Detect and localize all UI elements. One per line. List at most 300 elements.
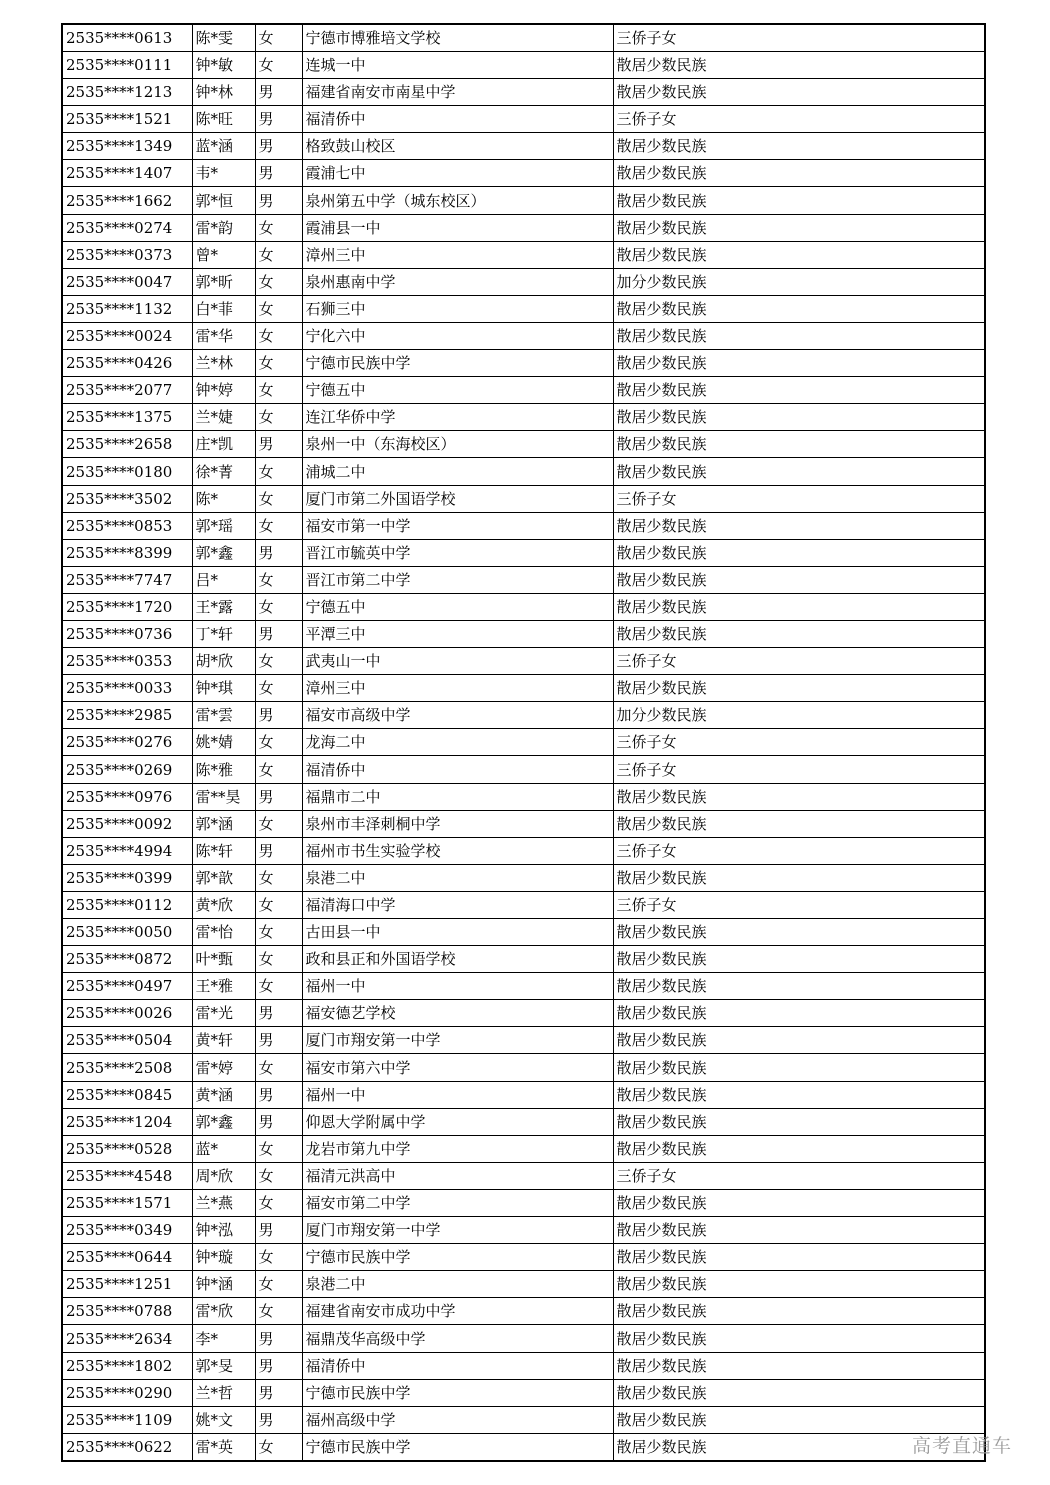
category-cell: 三侨子女 — [613, 24, 985, 52]
name-cell: 钟*泓 — [192, 1217, 255, 1244]
exam-number-cell: 2535****7747 — [62, 566, 192, 593]
gender-cell: 男 — [255, 1108, 302, 1135]
name-cell: 钟*琪 — [192, 675, 255, 702]
name-cell: 蓝*涵 — [192, 133, 255, 160]
category-cell: 散居少数民族 — [613, 404, 985, 431]
table-row — [62, 620, 985, 647]
school-cell: 福清侨中 — [302, 106, 613, 133]
table-row — [62, 566, 985, 593]
gender-cell: 女 — [255, 891, 302, 918]
name-cell: 曾* — [192, 241, 255, 268]
category-cell: 散居少数民族 — [613, 946, 985, 973]
school-cell: 漳州三中 — [302, 675, 613, 702]
category-cell: 散居少数民族 — [613, 1406, 985, 1433]
table-row — [62, 24, 985, 52]
gender-cell: 男 — [255, 1379, 302, 1406]
gender-cell: 男 — [255, 1081, 302, 1108]
gender-cell: 女 — [255, 1433, 302, 1461]
school-cell: 宁德市民族中学 — [302, 1379, 613, 1406]
school-cell: 连江华侨中学 — [302, 404, 613, 431]
name-cell: 胡*欣 — [192, 648, 255, 675]
category-cell: 散居少数民族 — [613, 1189, 985, 1216]
category-cell: 加分少数民族 — [613, 702, 985, 729]
table-row — [62, 1189, 985, 1216]
name-cell: 王*露 — [192, 593, 255, 620]
school-cell: 福安市高级中学 — [302, 702, 613, 729]
category-cell: 散居少数民族 — [613, 1298, 985, 1325]
table-row — [62, 458, 985, 485]
category-cell: 散居少数民族 — [613, 1027, 985, 1054]
gender-cell: 女 — [255, 756, 302, 783]
table-row — [62, 593, 985, 620]
school-cell: 霞浦县一中 — [302, 214, 613, 241]
name-cell: 雷*欣 — [192, 1298, 255, 1325]
category-cell: 三侨子女 — [613, 648, 985, 675]
category-cell: 散居少数民族 — [613, 322, 985, 349]
school-cell: 仰恩大学附属中学 — [302, 1108, 613, 1135]
gender-cell: 女 — [255, 675, 302, 702]
exam-number-cell: 2535****8399 — [62, 539, 192, 566]
name-cell: 兰*哲 — [192, 1379, 255, 1406]
school-cell: 厦门市第二外国语学校 — [302, 485, 613, 512]
exam-number-cell: 2535****0276 — [62, 729, 192, 756]
name-cell: 陈*雅 — [192, 756, 255, 783]
name-cell: 钟*璇 — [192, 1244, 255, 1271]
school-cell: 晋江市第二中学 — [302, 566, 613, 593]
gender-cell: 女 — [255, 729, 302, 756]
gender-cell: 男 — [255, 1217, 302, 1244]
exam-number-cell: 2535****0497 — [62, 973, 192, 1000]
exam-number-cell: 2535****0047 — [62, 268, 192, 295]
name-cell: 李* — [192, 1325, 255, 1352]
gender-cell: 女 — [255, 919, 302, 946]
gender-cell: 男 — [255, 106, 302, 133]
exam-number-cell: 2535****0349 — [62, 1217, 192, 1244]
exam-number-cell: 2535****4994 — [62, 837, 192, 864]
gender-cell: 女 — [255, 1162, 302, 1189]
category-cell: 散居少数民族 — [613, 1352, 985, 1379]
category-cell: 散居少数民族 — [613, 1108, 985, 1135]
school-cell: 古田县一中 — [302, 919, 613, 946]
school-cell: 宁德五中 — [302, 377, 613, 404]
table-row — [62, 837, 985, 864]
school-cell: 泉州第五中学（城东校区） — [302, 187, 613, 214]
school-cell: 泉州市丰泽刺桐中学 — [302, 810, 613, 837]
name-cell: 叶*甄 — [192, 946, 255, 973]
exam-number-cell: 2535****0290 — [62, 1379, 192, 1406]
category-cell: 散居少数民族 — [613, 1054, 985, 1081]
gender-cell: 女 — [255, 404, 302, 431]
school-cell: 泉港二中 — [302, 1271, 613, 1298]
exam-number-cell: 2535****1720 — [62, 593, 192, 620]
school-cell: 宁德市民族中学 — [302, 350, 613, 377]
school-cell: 福清侨中 — [302, 756, 613, 783]
category-cell: 散居少数民族 — [613, 1135, 985, 1162]
school-cell: 武夷山一中 — [302, 648, 613, 675]
name-cell: 蓝* — [192, 1135, 255, 1162]
gender-cell: 女 — [255, 946, 302, 973]
school-cell: 泉州惠南中学 — [302, 268, 613, 295]
exam-number-cell: 2535****0644 — [62, 1244, 192, 1271]
category-cell: 散居少数民族 — [613, 1379, 985, 1406]
school-cell: 龙岩市第九中学 — [302, 1135, 613, 1162]
table-row — [62, 1406, 985, 1433]
exam-number-cell: 2535****2508 — [62, 1054, 192, 1081]
gender-cell: 男 — [255, 1352, 302, 1379]
category-cell: 散居少数民族 — [613, 1325, 985, 1352]
category-cell: 三侨子女 — [613, 106, 985, 133]
category-cell: 散居少数民族 — [613, 187, 985, 214]
name-cell: 郭*歆 — [192, 864, 255, 891]
gender-cell: 女 — [255, 1054, 302, 1081]
category-cell: 散居少数民族 — [613, 214, 985, 241]
category-cell: 散居少数民族 — [613, 620, 985, 647]
name-cell: 韦* — [192, 160, 255, 187]
exam-number-cell: 2535****0788 — [62, 1298, 192, 1325]
table-row — [62, 106, 985, 133]
gender-cell: 男 — [255, 160, 302, 187]
name-cell: 陈*旺 — [192, 106, 255, 133]
name-cell: 兰*林 — [192, 350, 255, 377]
category-cell: 三侨子女 — [613, 756, 985, 783]
gender-cell: 女 — [255, 268, 302, 295]
category-cell: 散居少数民族 — [613, 593, 985, 620]
category-cell: 散居少数民族 — [613, 458, 985, 485]
name-cell: 雷*婷 — [192, 1054, 255, 1081]
table-row — [62, 1054, 985, 1081]
exam-number-cell: 2535****1521 — [62, 106, 192, 133]
exam-number-cell: 2535****0180 — [62, 458, 192, 485]
name-cell: 郭*昕 — [192, 268, 255, 295]
school-cell: 福安德艺学校 — [302, 1000, 613, 1027]
name-cell: 雷*怡 — [192, 919, 255, 946]
category-cell: 三侨子女 — [613, 729, 985, 756]
exam-number-cell: 2535****0026 — [62, 1000, 192, 1027]
name-cell: 陈* — [192, 485, 255, 512]
category-cell: 三侨子女 — [613, 891, 985, 918]
category-cell: 散居少数民族 — [613, 539, 985, 566]
name-cell: 黄*轩 — [192, 1027, 255, 1054]
gender-cell: 女 — [255, 973, 302, 1000]
school-cell: 宁德市民族中学 — [302, 1244, 613, 1271]
school-cell: 福州高级中学 — [302, 1406, 613, 1433]
table-row — [62, 133, 985, 160]
name-cell: 姚*婧 — [192, 729, 255, 756]
school-cell: 晋江市毓英中学 — [302, 539, 613, 566]
exam-number-cell: 2535****1132 — [62, 295, 192, 322]
gender-cell: 男 — [255, 539, 302, 566]
exam-number-cell: 2535****1375 — [62, 404, 192, 431]
exam-number-cell: 2535****2634 — [62, 1325, 192, 1352]
exam-number-cell: 2535****0050 — [62, 919, 192, 946]
category-cell: 散居少数民族 — [613, 864, 985, 891]
table-row — [62, 1379, 985, 1406]
table-row — [62, 485, 985, 512]
table-row — [62, 973, 985, 1000]
category-cell: 散居少数民族 — [613, 79, 985, 106]
table-row — [62, 864, 985, 891]
table-row — [62, 404, 985, 431]
table-row — [62, 241, 985, 268]
table-row — [62, 675, 985, 702]
category-cell: 散居少数民族 — [613, 52, 985, 79]
exam-number-cell: 2535****1204 — [62, 1108, 192, 1135]
gender-cell: 女 — [255, 485, 302, 512]
name-cell: 雷*韵 — [192, 214, 255, 241]
exam-number-cell: 2535****0736 — [62, 620, 192, 647]
school-cell: 宁化六中 — [302, 322, 613, 349]
exam-number-cell: 2535****1251 — [62, 1271, 192, 1298]
school-cell: 福建省南安市成功中学 — [302, 1298, 613, 1325]
school-cell: 石狮三中 — [302, 295, 613, 322]
watermark: 高考直通车 — [912, 1435, 1013, 1457]
school-cell: 福州一中 — [302, 973, 613, 1000]
table-row — [62, 431, 985, 458]
exam-number-cell: 2535****0274 — [62, 214, 192, 241]
name-cell: 庄*凯 — [192, 431, 255, 458]
gender-cell: 女 — [255, 241, 302, 268]
table-row — [62, 1081, 985, 1108]
name-cell: 黄*欣 — [192, 891, 255, 918]
gender-cell: 男 — [255, 1406, 302, 1433]
exam-number-cell: 2535****2077 — [62, 377, 192, 404]
gender-cell: 女 — [255, 1298, 302, 1325]
school-cell: 浦城二中 — [302, 458, 613, 485]
table-row — [62, 1298, 985, 1325]
name-cell: 郭*鑫 — [192, 1108, 255, 1135]
category-cell: 散居少数民族 — [613, 377, 985, 404]
gender-cell: 男 — [255, 1027, 302, 1054]
table-row — [62, 648, 985, 675]
table-row — [62, 52, 985, 79]
name-cell: 钟*林 — [192, 79, 255, 106]
exam-number-cell: 2535****0845 — [62, 1081, 192, 1108]
school-cell: 漳州三中 — [302, 241, 613, 268]
gender-cell: 女 — [255, 1135, 302, 1162]
name-cell: 郭*鑫 — [192, 539, 255, 566]
table-row — [62, 539, 985, 566]
name-cell: 郭*恒 — [192, 187, 255, 214]
table-row — [62, 756, 985, 783]
category-cell: 散居少数民族 — [613, 1244, 985, 1271]
name-cell: 钟*婷 — [192, 377, 255, 404]
name-cell: 姚*文 — [192, 1406, 255, 1433]
name-cell: 雷**昊 — [192, 783, 255, 810]
exam-number-cell: 2535****0872 — [62, 946, 192, 973]
category-cell: 三侨子女 — [613, 837, 985, 864]
exam-number-cell: 2535****0976 — [62, 783, 192, 810]
table-row — [62, 214, 985, 241]
table-row — [62, 783, 985, 810]
gender-cell: 男 — [255, 1000, 302, 1027]
name-cell: 钟*敏 — [192, 52, 255, 79]
category-cell: 散居少数民族 — [613, 133, 985, 160]
gender-cell: 女 — [255, 864, 302, 891]
category-cell: 散居少数民族 — [613, 1081, 985, 1108]
name-cell: 雷*华 — [192, 322, 255, 349]
exam-number-cell: 2535****3502 — [62, 485, 192, 512]
gender-cell: 女 — [255, 1189, 302, 1216]
gender-cell: 男 — [255, 431, 302, 458]
gender-cell: 女 — [255, 52, 302, 79]
table-row — [62, 512, 985, 539]
category-cell: 散居少数民族 — [613, 512, 985, 539]
name-cell: 兰*婕 — [192, 404, 255, 431]
exam-number-cell: 2535****0622 — [62, 1433, 192, 1461]
name-cell: 周*欣 — [192, 1162, 255, 1189]
gender-cell: 男 — [255, 702, 302, 729]
category-cell: 散居少数民族 — [613, 1217, 985, 1244]
exam-number-cell: 2535****1213 — [62, 79, 192, 106]
table-row — [62, 946, 985, 973]
gender-cell: 女 — [255, 377, 302, 404]
student-table — [61, 23, 986, 1462]
table-row — [62, 187, 985, 214]
exam-number-cell: 2535****0112 — [62, 891, 192, 918]
name-cell: 郭*涵 — [192, 810, 255, 837]
category-cell: 散居少数民族 — [613, 566, 985, 593]
school-cell: 宁德五中 — [302, 593, 613, 620]
category-cell: 散居少数民族 — [613, 350, 985, 377]
name-cell: 吕* — [192, 566, 255, 593]
gender-cell: 女 — [255, 1271, 302, 1298]
gender-cell: 女 — [255, 566, 302, 593]
table-row — [62, 268, 985, 295]
gender-cell: 男 — [255, 1325, 302, 1352]
exam-number-cell: 2535****0353 — [62, 648, 192, 675]
school-cell: 格致鼓山校区 — [302, 133, 613, 160]
category-cell: 散居少数民族 — [613, 1000, 985, 1027]
table-row — [62, 160, 985, 187]
name-cell: 雷*雲 — [192, 702, 255, 729]
name-cell: 陈*雯 — [192, 24, 255, 52]
school-cell: 泉州一中（东海校区） — [302, 431, 613, 458]
name-cell: 雷*光 — [192, 1000, 255, 1027]
gender-cell: 女 — [255, 295, 302, 322]
exam-number-cell: 2535****1349 — [62, 133, 192, 160]
category-cell: 散居少数民族 — [613, 1433, 985, 1461]
name-cell: 黄*涵 — [192, 1081, 255, 1108]
school-cell: 厦门市翔安第一中学 — [302, 1027, 613, 1054]
category-cell: 散居少数民族 — [613, 783, 985, 810]
category-cell: 散居少数民族 — [613, 431, 985, 458]
table-row — [62, 79, 985, 106]
name-cell: 雷*英 — [192, 1433, 255, 1461]
school-cell: 宁德市民族中学 — [302, 1433, 613, 1461]
name-cell: 丁*轩 — [192, 620, 255, 647]
exam-number-cell: 2535****1662 — [62, 187, 192, 214]
exam-number-cell: 2535****2658 — [62, 431, 192, 458]
table-row — [62, 729, 985, 756]
table-row — [62, 322, 985, 349]
gender-cell: 男 — [255, 620, 302, 647]
table-row — [62, 1217, 985, 1244]
name-cell: 徐*菁 — [192, 458, 255, 485]
table-row — [62, 350, 985, 377]
school-cell: 福清元洪高中 — [302, 1162, 613, 1189]
gender-cell: 女 — [255, 1244, 302, 1271]
category-cell: 散居少数民族 — [613, 1271, 985, 1298]
name-cell: 郭*旻 — [192, 1352, 255, 1379]
exam-number-cell: 2535****0613 — [62, 24, 192, 52]
school-cell: 福安市第二中学 — [302, 1189, 613, 1216]
gender-cell: 女 — [255, 322, 302, 349]
school-cell: 厦门市翔安第一中学 — [302, 1217, 613, 1244]
table-row — [62, 919, 985, 946]
table-row — [62, 1027, 985, 1054]
gender-cell: 女 — [255, 214, 302, 241]
exam-number-cell: 2535****0033 — [62, 675, 192, 702]
category-cell: 散居少数民族 — [613, 810, 985, 837]
exam-number-cell: 2535****2985 — [62, 702, 192, 729]
table-row — [62, 1271, 985, 1298]
exam-number-cell: 2535****0853 — [62, 512, 192, 539]
table-row — [62, 1433, 985, 1461]
name-cell: 白*菲 — [192, 295, 255, 322]
category-cell: 三侨子女 — [613, 485, 985, 512]
exam-number-cell: 2535****0111 — [62, 52, 192, 79]
category-cell: 散居少数民族 — [613, 919, 985, 946]
school-cell: 福安市第一中学 — [302, 512, 613, 539]
school-cell: 泉港二中 — [302, 864, 613, 891]
school-cell: 霞浦七中 — [302, 160, 613, 187]
school-cell: 福清海口中学 — [302, 891, 613, 918]
category-cell: 加分少数民族 — [613, 268, 985, 295]
table-row — [62, 1108, 985, 1135]
table-row — [62, 1162, 985, 1189]
exam-number-cell: 2535****0092 — [62, 810, 192, 837]
school-cell: 龙海二中 — [302, 729, 613, 756]
school-cell: 福州一中 — [302, 1081, 613, 1108]
gender-cell: 男 — [255, 79, 302, 106]
table-row — [62, 810, 985, 837]
exam-number-cell: 2535****4548 — [62, 1162, 192, 1189]
school-cell: 福鼎市二中 — [302, 783, 613, 810]
gender-cell: 女 — [255, 593, 302, 620]
gender-cell: 女 — [255, 458, 302, 485]
school-cell: 福安市第六中学 — [302, 1054, 613, 1081]
gender-cell: 女 — [255, 648, 302, 675]
gender-cell: 男 — [255, 837, 302, 864]
exam-number-cell: 2535****0399 — [62, 864, 192, 891]
school-cell: 福鼎茂华高级中学 — [302, 1325, 613, 1352]
exam-number-cell: 2535****0528 — [62, 1135, 192, 1162]
table-row — [62, 891, 985, 918]
gender-cell: 男 — [255, 187, 302, 214]
name-cell: 钟*涵 — [192, 1271, 255, 1298]
exam-number-cell: 2535****1407 — [62, 160, 192, 187]
table-row — [62, 1000, 985, 1027]
gender-cell: 男 — [255, 133, 302, 160]
gender-cell: 女 — [255, 810, 302, 837]
school-cell: 平潭三中 — [302, 620, 613, 647]
gender-cell: 男 — [255, 783, 302, 810]
school-cell: 福建省南安市南星中学 — [302, 79, 613, 106]
table-row — [62, 295, 985, 322]
gender-cell: 女 — [255, 350, 302, 377]
exam-number-cell: 2535****0504 — [62, 1027, 192, 1054]
school-cell: 政和县正和外国语学校 — [302, 946, 613, 973]
exam-number-cell: 2535****0373 — [62, 241, 192, 268]
school-cell: 连城一中 — [302, 52, 613, 79]
category-cell: 散居少数民族 — [613, 241, 985, 268]
gender-cell: 女 — [255, 512, 302, 539]
exam-number-cell: 2535****1109 — [62, 1406, 192, 1433]
name-cell: 陈*轩 — [192, 837, 255, 864]
student-table-body — [62, 24, 985, 1461]
school-cell: 福清侨中 — [302, 1352, 613, 1379]
table-row — [62, 1325, 985, 1352]
